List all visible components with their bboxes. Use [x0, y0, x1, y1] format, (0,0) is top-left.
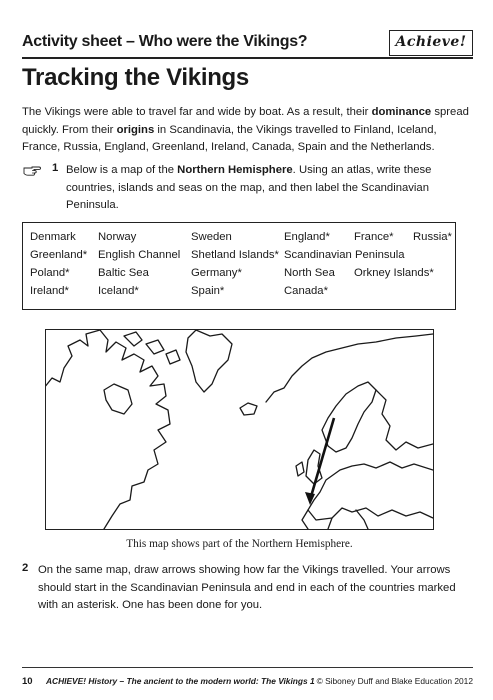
series-title: ACHIEVE! History – The ancient to the modern world: The Vikings 1 — [46, 676, 315, 686]
word-bank-item: Norway — [98, 231, 137, 243]
question-1-text-part-1: Below is a map of the — [66, 164, 178, 176]
question-1-text-part-2: . Using an atlas, write these countries, islands and seas on the map, and then label the Scandinavian Peninsula. — [66, 164, 432, 211]
word-bank-item: Russia* — [413, 231, 452, 243]
word-bank-item: Denmark — [30, 231, 76, 243]
word-bank-item: Germany* — [191, 267, 242, 279]
achieve-badge: Achieve! — [389, 30, 473, 56]
intro-paragraph — [22, 104, 474, 157]
copyright: © Siboney Duff and Blake Education 2012 — [316, 676, 473, 686]
outline-map — [46, 330, 433, 529]
word-bank-item: Ireland* — [30, 285, 69, 297]
northern-hemisphere-map — [45, 329, 434, 530]
word-bank-item: Poland* — [30, 267, 70, 279]
question-2-text: On the same map, draw arrows showing how far the Vikings travelled. Your arrows should start in the Scandinavian Peninsula and end in each of the countries marked with an asterisk. One has been done for you. — [38, 564, 456, 611]
intro-text-2: spread quickly. From their — [22, 106, 469, 136]
word-bank-item: Iceland* — [98, 285, 139, 297]
word-bank-item: Sweden — [191, 231, 232, 243]
scandinavia-outline — [322, 382, 376, 452]
term-origins: origins — [116, 123, 155, 136]
arctic-islands-outline — [124, 332, 180, 364]
iceland-outline — [240, 403, 257, 415]
term-northern-hemisphere: Northern Hemisphere — [177, 164, 293, 176]
activity-sheet-title: Activity sheet – Who were the Vikings? — [22, 33, 308, 50]
continental-europe-outline — [308, 462, 433, 520]
word-bank-item: France* — [354, 231, 394, 243]
word-bank-item: Spain* — [191, 285, 225, 297]
activity-header — [22, 30, 473, 56]
term-dominance: dominance — [371, 106, 432, 118]
word-bank-item: Orkney Islands* — [354, 267, 434, 279]
pointing-hand-icon — [23, 163, 41, 177]
word-bank-item: Greenland* — [30, 249, 88, 261]
header-divider — [22, 57, 473, 59]
question-2-number: 2 — [22, 562, 29, 574]
map-caption: This map shows part of the Northern Hemisphere. — [126, 538, 353, 550]
word-bank — [22, 222, 456, 310]
word-bank-item: North Sea — [284, 267, 335, 279]
word-bank-item: Baltic Sea — [98, 267, 149, 279]
word-bank-item: England* — [284, 231, 330, 243]
question-1-number: 1 — [52, 162, 59, 174]
word-bank-item: Canada* — [284, 285, 328, 297]
finland-russia-coast — [376, 390, 433, 450]
north-america-outline — [46, 330, 170, 529]
page-number: 10 — [22, 676, 33, 687]
intro-text-3: in Scandinavia, the Vikings travelled to Finland, Iceland, France, Russia, England, Greenland, Ireland, Canada, Spain and the Netherlands. — [22, 123, 437, 153]
hudson-bay-outline — [104, 384, 132, 414]
word-bank-item: Shetland Islands* — [191, 249, 279, 261]
intro-text-1: The Vikings were able to travel far and wide by boat. As a result, their — [22, 106, 372, 118]
british-isles-outline — [296, 450, 322, 484]
word-bank-item: English Channel — [98, 249, 181, 261]
italy-outline — [356, 510, 368, 529]
page-title: Tracking the Vikings — [22, 64, 249, 91]
question-1-text — [66, 162, 461, 215]
word-bank-item: Scandinavian Peninsula — [284, 249, 405, 261]
greenland-outline — [186, 330, 232, 392]
footer-divider — [22, 667, 473, 668]
